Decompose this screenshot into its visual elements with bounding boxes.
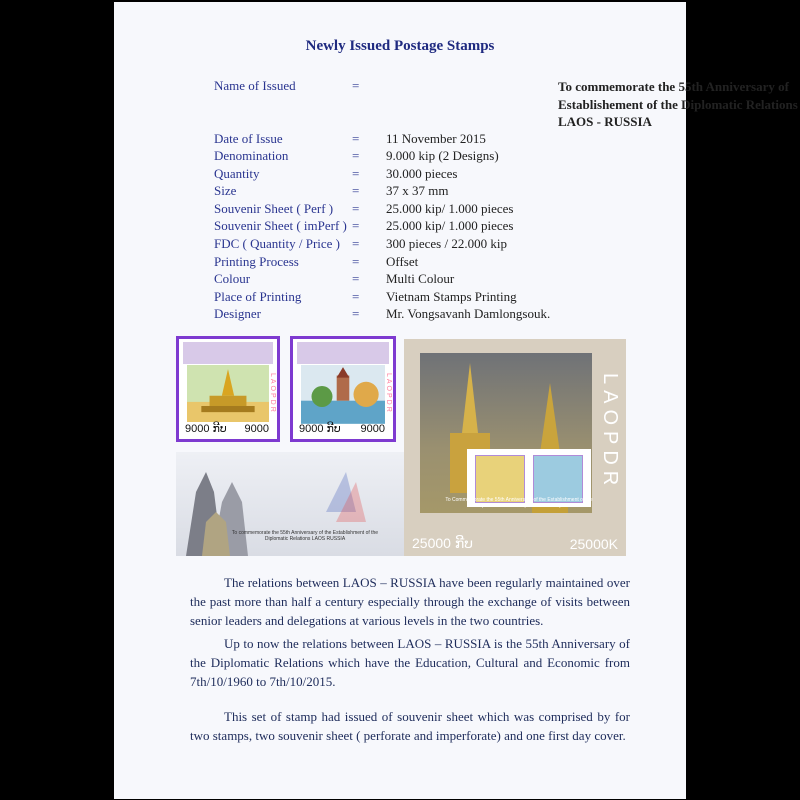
spec-equals: = — [352, 165, 360, 181]
spec-row — [214, 218, 674, 236]
spec-equals: = — [352, 271, 360, 287]
spec-row-issue-name — [214, 78, 798, 131]
souvenir-stamp-1 — [475, 455, 525, 503]
issue-name-line: To commemorate the 55th Anniversary of — [558, 79, 789, 94]
stamp-images-area — [176, 336, 626, 556]
that-luang-stupa-illustration — [187, 365, 269, 422]
spec-row — [214, 306, 674, 324]
spec-label: Date of Issue — [214, 130, 283, 146]
spec-value: 37 x 37 mm — [386, 183, 449, 199]
stamp-side-text: LAOPDR — [385, 373, 392, 414]
spec-value: 25.000 kip/ 1.000 pieces — [386, 200, 514, 216]
spec-row — [214, 254, 674, 272]
spec-row — [214, 236, 674, 254]
stamp-that-luang — [176, 336, 280, 442]
spec-value: 30.000 pieces — [386, 165, 458, 181]
spec-equals: = — [352, 200, 360, 216]
spec-row — [214, 289, 674, 307]
russian-church-illustration — [301, 365, 385, 424]
spec-equals: = — [352, 306, 360, 322]
spec-value: Offset — [386, 253, 419, 269]
spec-label: Souvenir Sheet ( Perf ) — [214, 200, 334, 216]
document-page — [114, 2, 798, 799]
spec-row — [214, 183, 674, 201]
spec-equals: = — [352, 253, 360, 269]
souvenir-caption: To Commemorate the 55th Anniversary of the Establishment of the Diplomatic Relations (LAOS-RUSSIA) — [445, 497, 593, 509]
spec-value: Vietnam Stamps Printing — [386, 288, 517, 304]
spec-row — [214, 166, 674, 184]
stamp-header-band — [297, 342, 389, 364]
spec-label: Size — [214, 183, 237, 199]
spec-row — [214, 271, 674, 289]
spec-label: Souvenir Sheet ( imPerf ) — [214, 218, 347, 234]
spec-value: Mr. Vongsavanh Damlongsouk. — [386, 306, 551, 322]
spec-label: Name of Issued — [214, 78, 296, 93]
issue-name-line: LAOS - RUSSIA — [558, 114, 652, 129]
spec-label: Quantity — [214, 165, 260, 181]
paragraph-text: The relations between LAOS – RUSSIA have been regularly maintained over the past more than half a century especially through the exchange of visits between senior leaders and delegations at various levels in the two countries. — [190, 575, 630, 628]
spec-value: 300 pieces / 22.000 kip — [386, 236, 507, 252]
spec-label: Printing Process — [214, 253, 299, 269]
stamp-price-right: 9000 — [360, 423, 385, 435]
fdc-caption: To commemorate the 55th Anniversary of the Establishment of the Diplomatic Relations LAOS RUSSIA — [231, 530, 379, 542]
paragraph-text: Up to now the relations between LAOS – RUSSIA is the 55th Anniversary of the Diplomatic Relations which have the Education, Cultural and Economic from 7th/10/1960 to 7th/10/2015. — [190, 636, 630, 689]
paragraph-text: This set of stamp had issued of souvenir sheet which was comprised by for two stamps, two souvenir sheet ( perforate and imperforate) and one first day cover. — [190, 709, 630, 743]
specification-table — [214, 78, 798, 324]
paragraph-set-description — [190, 707, 630, 745]
spec-value: 9.000 kip (2 Designs) — [386, 148, 499, 164]
stamp-side-text: LAOPDR — [269, 373, 276, 414]
spec-equals: = — [352, 130, 360, 146]
spec-equals: = — [352, 183, 360, 199]
paragraph-relations — [190, 573, 630, 630]
stamp-price-left: 9000 ກີບ — [299, 423, 341, 435]
issue-name-line: Establishement of the Diplomatic Relations — [558, 96, 798, 112]
stamp-header-band — [183, 342, 273, 364]
spec-value: Multi Colour — [386, 271, 455, 287]
spec-value: 11 November 2015 — [386, 130, 486, 146]
souvenir-price-right: 25000K — [569, 536, 618, 552]
spec-label: Colour — [214, 271, 251, 287]
spec-row — [214, 201, 674, 219]
spec-equals: = — [352, 288, 360, 304]
spec-equals: = — [352, 78, 360, 93]
stamp-russian-church — [290, 336, 396, 442]
spec-equals: = — [352, 236, 360, 252]
spec-label: FDC ( Quantity / Price ) — [214, 236, 341, 252]
spec-row — [214, 131, 674, 149]
spec-label: Place of Printing — [214, 288, 302, 304]
first-day-cover — [176, 452, 404, 556]
spec-equals: = — [352, 218, 360, 234]
spec-equals: = — [352, 148, 360, 164]
page-title: Newly Issued Postage Stamps — [305, 38, 495, 54]
paragraph-anniversary — [190, 634, 630, 691]
spec-label: Designer — [214, 306, 261, 322]
spec-label: Denomination — [214, 148, 289, 164]
souvenir-sheet-artwork — [420, 353, 592, 513]
souvenir-sheet — [404, 339, 626, 556]
spec-value: 25.000 kip/ 1.000 pieces — [386, 218, 514, 234]
souvenir-stamp-2 — [533, 455, 583, 503]
souvenir-price-left: 25000 ກີບ — [412, 535, 473, 551]
souvenir-side-text: LAOPDR — [599, 373, 621, 492]
spec-row — [214, 148, 674, 166]
spec-value-issue-name — [558, 78, 800, 131]
stamp-price-right: 9000 — [244, 423, 269, 435]
stamp-price-left: 9000 ກີບ — [185, 423, 227, 435]
